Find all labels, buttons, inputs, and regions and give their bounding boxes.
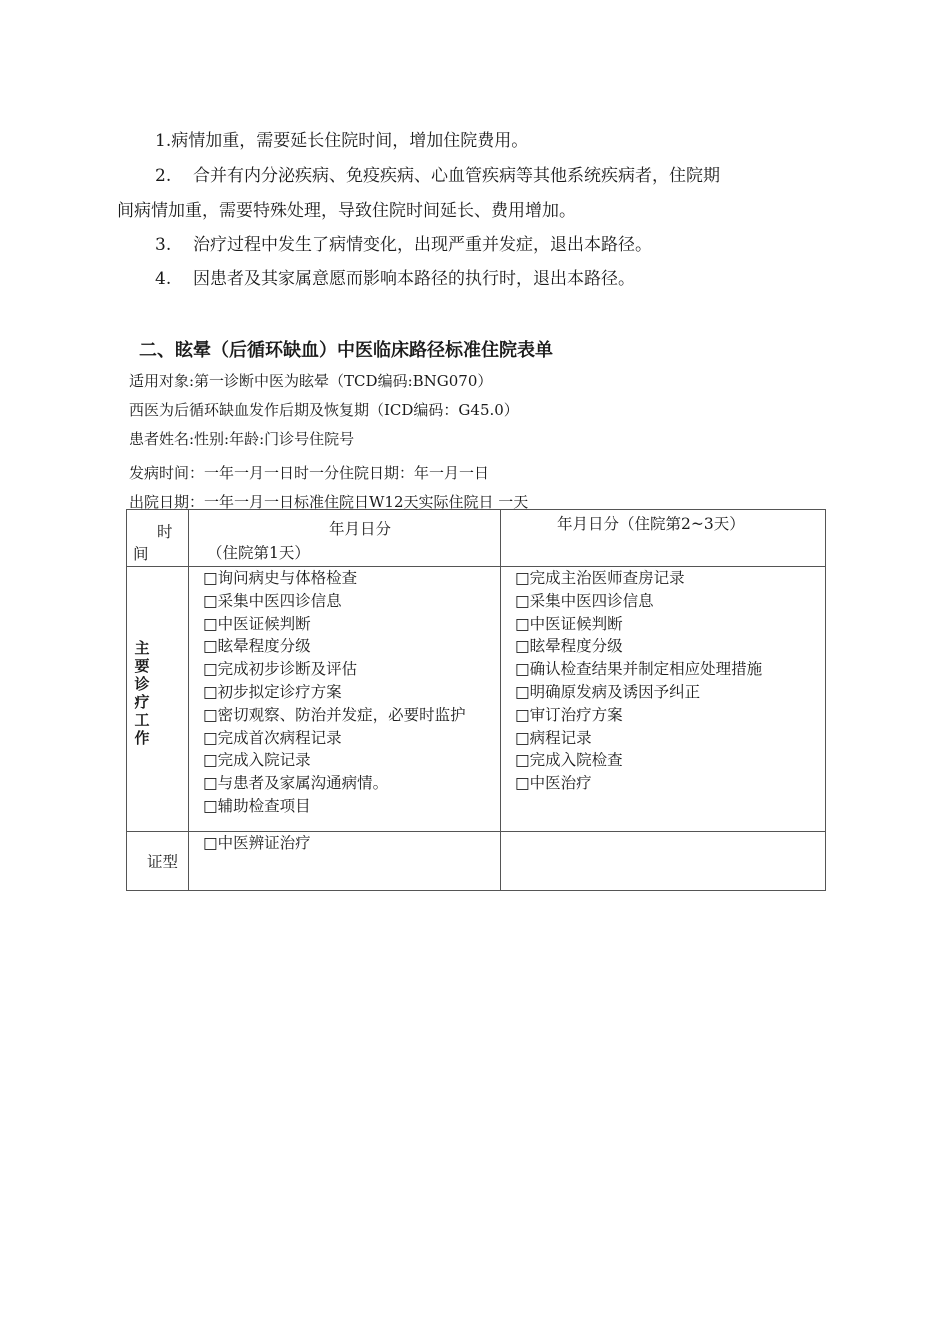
day1-work-list [189,567,500,818]
header-day2-cell [501,510,826,567]
row-label-syndrome: 证型 [127,832,189,891]
meta-western-diagnosis: 西医为后循环缺血发作后期及恢复期（ICD编码：G45.0） [129,401,519,419]
paragraph-text: 1.病情加重，需要延长住院时间，增加住院费用。 [155,131,529,151]
paragraph-3 [155,234,652,256]
paragraph-text: 因患者及其家属意愿而影响本路径的执行时，退出本路径。 [193,269,635,289]
list-item: □采集中医四诊信息 [203,591,342,610]
list-item: □中医证候判断 [203,614,311,633]
day1-work-cell [189,567,501,832]
paragraph-text: 合并有内分泌疾病、免疫疾病、心血管疾病等其他系统疾病者，住院期 [193,166,720,186]
paragraph-number: 2. [155,166,172,186]
paragraph-2-continued [117,200,576,222]
header-time-line2: 间 [133,545,149,563]
list-item: □审订治疗方案 [515,705,623,724]
paragraph-text: 间病情加重，需要特殊处理，导致住院时间延长、费用增加。 [117,201,576,221]
list-item: □明确原发病及诱因予纠正 [515,682,701,701]
row-label-main-work [127,567,189,832]
row-label-text: 主要诊疗工作 [134,639,150,747]
list-item: □眩晕程度分级 [515,637,623,656]
header-day1-label: （住院第1天） [207,544,310,562]
list-item: □眩晕程度分级 [203,637,311,656]
meta-discharge-date: 出院日期：一年一月一日标准住院日W12天实际住院日 一天 [129,493,529,511]
list-item: □中医证候判断 [515,614,623,633]
list-item: □确认检查结果并制定相应处理措施 [515,660,763,679]
paragraph-text: 治疗过程中发生了病情变化，出现严重并发症，退出本路径。 [193,235,652,255]
day2-work-list [501,567,825,795]
paragraph-4 [155,268,635,290]
list-item: □初步拟定诊疗方案 [203,682,342,701]
paragraph-number: 4. [155,269,172,289]
list-item: □中医治疗 [515,774,592,793]
header-day1-date: 年月日分 [329,520,392,538]
table-row-syndrome [127,832,826,891]
meta-onset-time: 发病时间：一年一月一日时一分住院日期：年一月一日 [129,464,490,482]
list-item: □病程记录 [515,728,592,747]
section-heading: 二、眩晕（后循环缺血）中医临床路径标准住院表单 [139,340,553,361]
header-day2-label: 年月日分（住院第2~3天） [557,515,745,533]
paragraph-1 [155,130,528,152]
meta-patient-info: 患者姓名:性别:年龄:门诊号住院号 [129,430,355,448]
header-time-cell [127,510,189,567]
list-item: □完成主治医师查房记录 [515,569,685,587]
list-item: □采集中医四诊信息 [515,591,654,610]
meta-applicable-object: 适用对象:第一诊断中医为眩晕（TCD编码:BNG070） [129,372,493,390]
day2-work-cell [501,567,826,832]
table-row-main-work [127,567,826,832]
list-item: □完成首次病程记录 [203,728,342,747]
pathway-form-table [126,509,826,891]
paragraph-2 [155,165,720,187]
day2-syndrome-cell [501,832,826,891]
list-item: □密切观察、防治并发症，必要时监护 [203,705,466,724]
day1-syndrome-cell [189,832,501,891]
list-item: □与患者及家属沟通病情。 [203,774,389,793]
paragraph-number: 3. [155,235,172,255]
list-item: □辅助检查项目 [203,796,311,815]
list-item: □询问病史与体格检查 [203,569,358,587]
table-header-row [127,510,826,567]
list-item: □完成入院记录 [203,751,311,770]
list-item: □完成初步诊断及评估 [203,660,358,679]
list-item: □完成入院检查 [515,751,623,770]
list-item: □中医辨证治疗 [203,834,311,852]
day1-syndrome-list [189,832,500,855]
header-time-line1: 时 [157,523,173,541]
header-day1-cell [189,510,501,567]
